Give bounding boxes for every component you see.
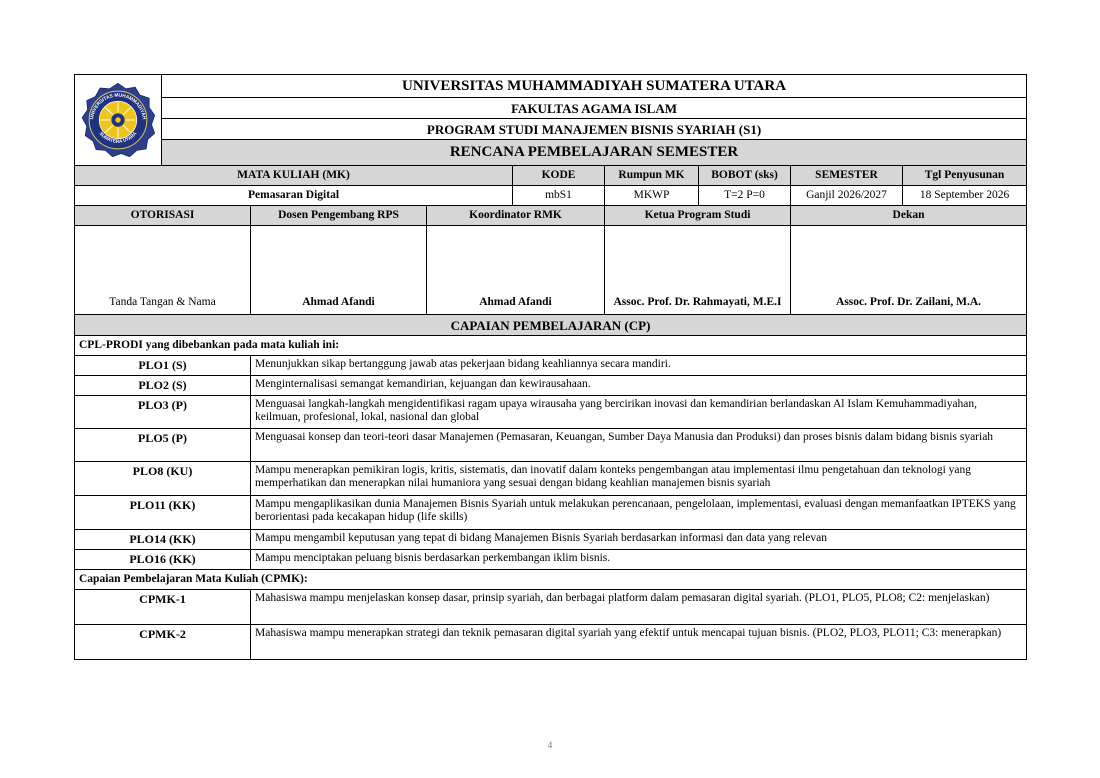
- cp-title: CAPAIAN PEMBELAJARAN (CP): [75, 315, 1027, 336]
- course-name: Pemasaran Digital: [75, 186, 513, 206]
- cpmk-text: Mahasiswa mampu menerapkan strategi dan teknik pemasaran digital syariah yang efektif untuk mencapai tujuan bisnis. (PLO2, PLO3, PLO11; C3: menerapkan): [251, 625, 1027, 660]
- plo-text: Menginternalisasi semangat kemandirian, kejuangan dan kewirausahaan.: [251, 376, 1027, 396]
- course-bobot: T=2 P=0: [699, 186, 791, 206]
- course-code: mbS1: [513, 186, 605, 206]
- auth-kaprodi-header: Ketua Program Studi: [605, 206, 791, 226]
- signature-kaprodi: Assoc. Prof. Dr. Rahmayati, M.E.I: [605, 226, 791, 315]
- plo-code: PLO3 (P): [75, 396, 251, 429]
- table-row: [75, 429, 1027, 462]
- col-semester: SEMESTER: [791, 166, 903, 186]
- plo-code: PLO8 (KU): [75, 462, 251, 496]
- col-kode: KODE: [513, 166, 605, 186]
- plo-code: PLO1 (S): [75, 356, 251, 376]
- signature-label: Tanda Tangan & Nama: [75, 226, 251, 315]
- signature-dekan: Assoc. Prof. Dr. Zailani, M.A.: [791, 226, 1027, 315]
- plo-text: Menunjukkan sikap bertanggung jawab atas pekerjaan bidang keahliannya secara mandiri.: [251, 356, 1027, 376]
- cpmk-code: CPMK-2: [75, 625, 251, 660]
- table-row: [75, 356, 1027, 376]
- university-name: UNIVERSITAS MUHAMMADIYAH SUMATERA UTARA: [162, 75, 1027, 98]
- table-row: [75, 625, 1027, 660]
- plo-code: PLO5 (P): [75, 429, 251, 462]
- svg-text:UNIVERSITAS MUHAMMADIYAH: UNIVERSITAS MUHAMMADIYAH: [90, 93, 146, 120]
- table-row: [75, 496, 1027, 530]
- plo-text: Mampu mengaplikasikan dunia Manajemen Bisnis Syariah untuk melakukan perencanaan, pengelolaan, implementasi, evaluasi dengan memanfaatkan IPTEKS yang berorientasi pada kecakapan hidup (life skills): [251, 496, 1027, 530]
- course-semester: Ganjil 2026/2027: [791, 186, 903, 206]
- plo-code: PLO14 (KK): [75, 530, 251, 550]
- auth-dekan-header: Dekan: [791, 206, 1027, 226]
- course-date: 18 September 2026: [903, 186, 1027, 206]
- auth-koordinator-header: Koordinator RMK: [427, 206, 605, 226]
- plo-text: Menguasai konsep dan teori-teori dasar Manajemen (Pemasaran, Keuangan, Sumber Daya Manusia dan Produksi) dan proses bisnis dalam bidang bisnis syariah: [251, 429, 1027, 462]
- signature-dosen: Ahmad Afandi: [251, 226, 427, 315]
- plo-code: PLO11 (KK): [75, 496, 251, 530]
- table-row: [75, 462, 1027, 496]
- document-title: RENCANA PEMBELAJARAN SEMESTER: [162, 140, 1027, 166]
- table-row: [75, 590, 1027, 625]
- cpmk-text: Mahasiswa mampu menjelaskan konsep dasar, prinsip syariah, dan berbagai platform dalam pemasaran digital syariah. (PLO1, PLO5, PLO8; C2: menjelaskan): [251, 590, 1027, 625]
- table-row: [75, 550, 1027, 570]
- col-bobot: BOBOT (sks): [699, 166, 791, 186]
- plo-text: Mampu menerapkan pemikiran logis, kritis, sistematis, dan inovatif dalam konteks pengembangan atau implementasi ilmu pengetahuan dan teknologi yang memperhatikan dan menerapkan nilai humaniora yang sesuai dengan bidang keahlian manajemen bisnis syariah: [251, 462, 1027, 496]
- table-row: [75, 376, 1027, 396]
- auth-otorisasi: OTORISASI: [75, 206, 251, 226]
- cpl-heading: CPL-PRODI yang dibebankan pada mata kuliah ini:: [75, 336, 1027, 356]
- plo-code: PLO16 (KK): [75, 550, 251, 570]
- col-mata-kuliah: MATA KULIAH (MK): [75, 166, 513, 186]
- table-row: [75, 530, 1027, 550]
- plo-text: Mampu mengambil keputusan yang tepat di bidang Manajemen Bisnis Syariah berdasarkan informasi dan data yang relevan: [251, 530, 1027, 550]
- faculty-name: FAKULTAS AGAMA ISLAM: [162, 98, 1027, 119]
- rps-table: [74, 74, 1027, 660]
- col-rumpun: Rumpun MK: [605, 166, 699, 186]
- signature-koordinator: Ahmad Afandi: [427, 226, 605, 315]
- cpmk-code: CPMK-1: [75, 590, 251, 625]
- plo-text: Mampu menciptakan peluang bisnis berdasarkan perkembangan iklim bisnis.: [251, 550, 1027, 570]
- auth-dosen-header: Dosen Pengembang RPS: [251, 206, 427, 226]
- plo-code: PLO2 (S): [75, 376, 251, 396]
- logo-cell: [75, 75, 162, 166]
- col-tgl-penyusunan: Tgl Penyusunan: [903, 166, 1027, 186]
- cpmk-heading: Capaian Pembelajaran Mata Kuliah (CPMK):: [75, 570, 1027, 590]
- table-row: [75, 396, 1027, 429]
- course-rumpun: MKWP: [605, 186, 699, 206]
- university-logo: [79, 81, 157, 159]
- plo-text: Menguasai langkah-langkah mengidentifikasi ragam upaya wirausaha yang bercirikan inovasi dan kemandirian berlandaskan Al Islam Kemuhammadiyahan, keilmuan, profesional, lokal, nasional dan global: [251, 396, 1027, 429]
- svg-text:SUMATERA UTARA: SUMATERA UTARA: [98, 130, 138, 144]
- program-name: PROGRAM STUDI MANAJEMEN BISNIS SYARIAH (S1): [162, 119, 1027, 140]
- page-number: 4: [547, 740, 553, 750]
